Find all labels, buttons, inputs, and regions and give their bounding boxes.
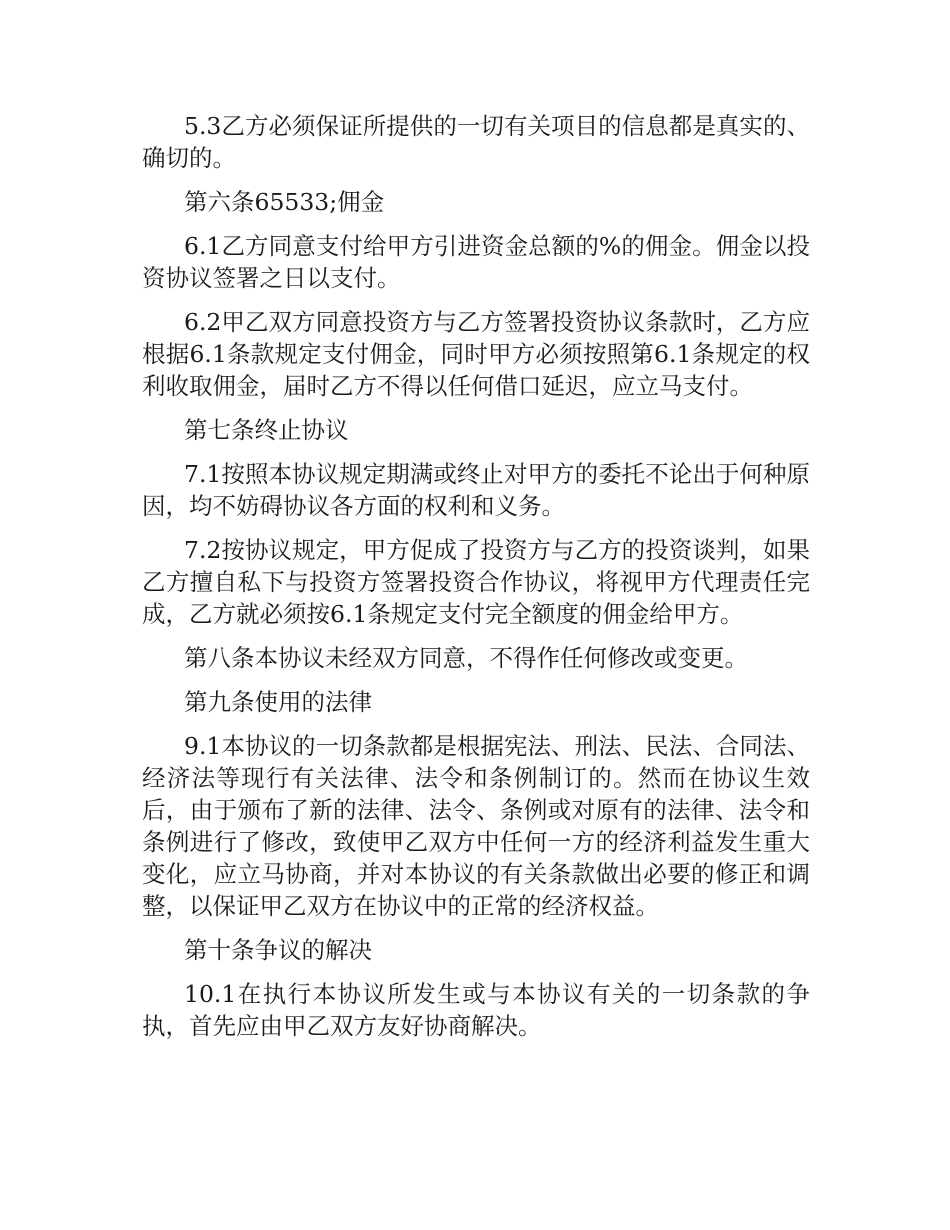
clause-9-1: 9.1本协议的一切条款都是根据宪法、刑法、民法、合同法、经济法等现行有关法律、法令和条例制订的。然而在协议生效后，由于颁布了新的法律、法令、条例或对原有的法律、法令和条例进行了修改，致使甲乙双方中任何一方的经济利益发生重大变化，应立马协商，并对本协议的有关条款做出必要的修正和调整，以保证甲乙双方在协议中的正常的经济权益。: [142, 732, 810, 920]
clause-7-1: 7.1按照本协议规定期满或终止对甲方的委托不论出于何种原因，均不妨碍协议各方面的权利和义务。: [142, 460, 810, 520]
article-9-heading: 第九条使用的法律: [184, 688, 372, 716]
clause-6-1: 6.1乙方同意支付给甲方引进资金总额的%的佣金。佣金以投资协议签署之日以支付。: [142, 232, 810, 292]
document-body: [142, 110, 810, 1054]
article-10-heading: 第十条争议的解决: [184, 936, 372, 964]
article-7-heading: 第七条终止协议: [184, 416, 349, 444]
article-8: 第八条本协议未经双方同意，不得作任何修改或变更。: [184, 644, 748, 672]
clause-6-2: 6.2甲乙双方同意投资方与乙方签署投资协议条款时，乙方应根据6.1条款规定支付佣金，同时甲方必须按照第6.1条规定的权利收取佣金，届时乙方不得以任何借口延迟，应立马支付。: [142, 308, 810, 400]
article-6-heading: 第六条65533;佣金: [184, 188, 385, 216]
clause-7-2: 7.2按协议规定，甲方促成了投资方与乙方的投资谈判，如果乙方擅自私下与投资方签署投资合作协议，将视甲方代理责任完成，乙方就必须按6.1条规定支付完全额度的佣金给甲方。: [142, 536, 810, 628]
clause-10-1: 10.1在执行本协议所发生或与本协议有关的一切条款的争执，首先应由甲乙双方友好协商解决。: [142, 980, 810, 1040]
clause-5-3: 5.3乙方必须保证所提供的一切有关项目的信息都是真实的、确切的。: [142, 112, 810, 172]
